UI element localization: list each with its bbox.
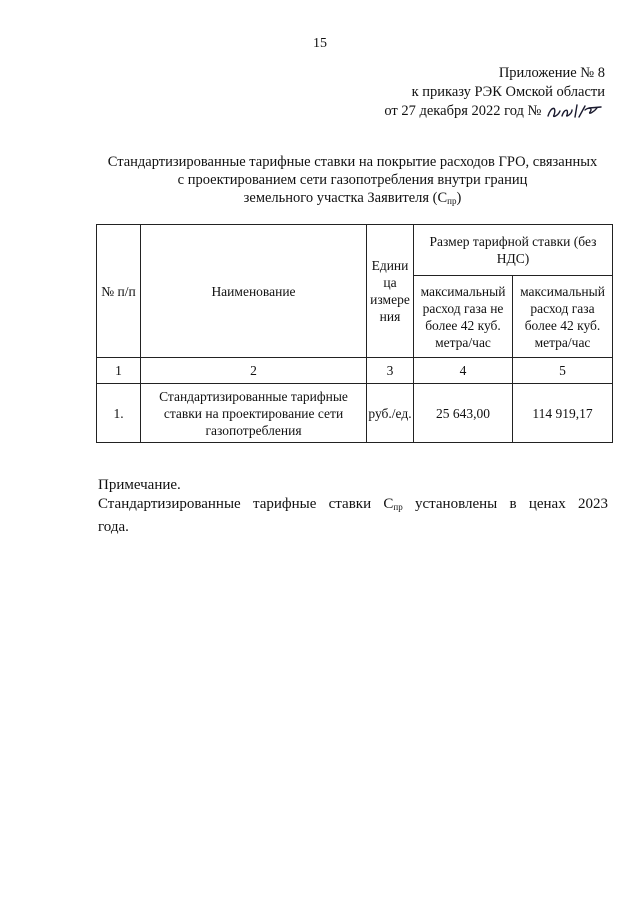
header-rate-group: Размер тарифной ставки (без НДС) <box>414 225 613 276</box>
index-cell: 5 <box>513 358 613 384</box>
note-text-main: Стандартизированные тарифные ставки С <box>98 496 394 512</box>
title-subscript: пр <box>447 196 457 206</box>
document-title <box>60 153 640 210</box>
header-name: Наименование <box>141 225 367 358</box>
index-cell: 3 <box>367 358 414 384</box>
note-subscript: пр <box>393 502 403 512</box>
row-value-le-42: 25 643,00 <box>414 384 513 443</box>
title-line-3-close: ) <box>456 190 462 206</box>
row-value-gt-42: 114 919,17 <box>513 384 613 443</box>
note-title: Примечание. <box>98 477 181 493</box>
handwritten-order-number <box>545 102 605 118</box>
table-header-row <box>97 225 613 276</box>
index-cell: 4 <box>414 358 513 384</box>
appendix-number: Приложение № 8 <box>498 65 605 81</box>
appendix-order-ref: к приказу РЭК Омской области <box>411 84 605 100</box>
table-row <box>97 384 613 443</box>
table-index-row <box>97 358 613 384</box>
title-line-1: Стандартизированные тарифные ставки на покрытие расходов ГРО, связанных <box>107 154 598 170</box>
row-number: 1. <box>97 384 141 443</box>
title-line-2: с проектированием сети газопотребления внутри границ <box>177 172 528 188</box>
title-line-3 <box>60 189 640 210</box>
header-unit: Едини ца измере ния <box>367 225 414 358</box>
tariff-rates-table <box>96 224 613 443</box>
note-text <box>98 494 608 537</box>
index-cell: 2 <box>141 358 367 384</box>
handwritten-signature-icon <box>545 102 605 120</box>
order-date-text: от 27 декабря 2022 год № <box>384 103 542 119</box>
header-max-le-42: максимальный расход газа не более 42 куб. метра/час <box>414 276 513 358</box>
row-unit: руб./ед. <box>367 384 414 443</box>
page-number: 15 <box>313 36 327 51</box>
index-cell: 1 <box>97 358 141 384</box>
title-line-3-text: земельного участка Заявителя (С <box>243 190 448 206</box>
header-number: № п/п <box>97 225 141 358</box>
appendix-header <box>384 64 605 121</box>
row-name: Стандартизированные тарифные ставки на проектирование сети газопотребления <box>141 384 367 443</box>
note-text-tail: установлены в ценах 2023 года. <box>98 496 608 535</box>
header-max-gt-42: максимальный расход газа более 42 куб. метра/час <box>513 276 613 358</box>
appendix-order-date <box>384 102 605 121</box>
